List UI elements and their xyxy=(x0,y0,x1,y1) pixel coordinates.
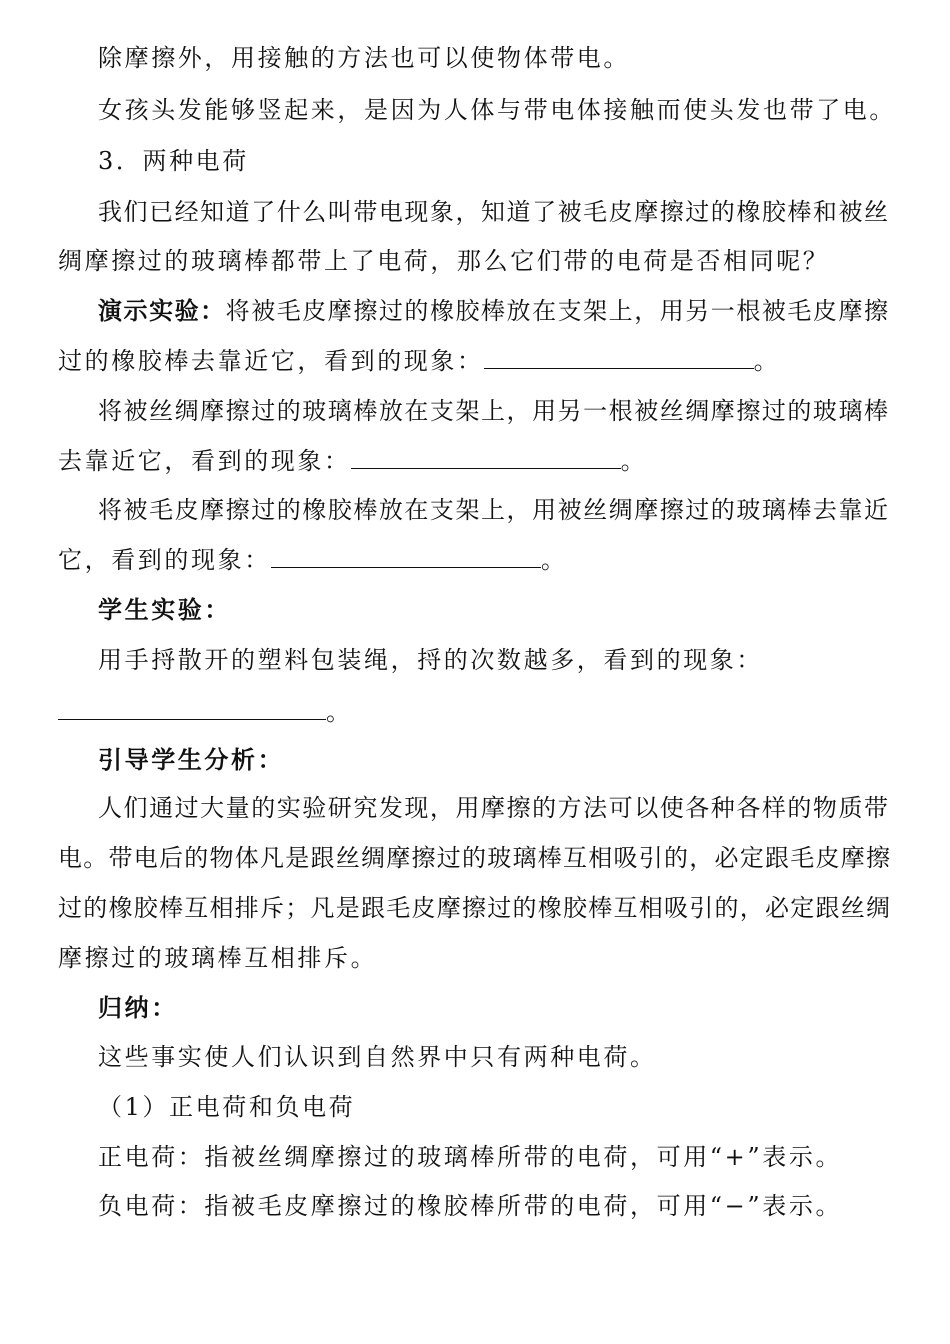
period: 。 xyxy=(540,546,568,574)
paragraph-hair-standing: 女孩头发能够竖起来，是因为人体与带电体接触而使头发也带了电。 xyxy=(98,96,896,124)
summary-line-1: 这些事实使人们认识到自然界中只有两种电荷。 xyxy=(98,1043,657,1071)
demo2-line-1: 将被丝绸摩擦过的玻璃棒放在支架上，用另一根被丝绸摩擦过的玻璃棒 xyxy=(98,397,888,425)
section-heading-two-charges: 3．两种电荷 xyxy=(98,147,249,175)
demo3-line-1: 将被毛皮摩擦过的橡胶棒放在支架上，用被丝绸摩擦过的玻璃棒去靠近 xyxy=(98,496,888,524)
guide-line-4: 摩擦过的玻璃棒互相排斥。 xyxy=(58,944,378,972)
guide-line-2: 电。带电后的物体凡是跟丝绸摩擦过的玻璃棒互相吸引的，必定跟毛皮摩擦 xyxy=(58,844,890,872)
guide-line-3: 过的橡胶棒互相排斥；凡是跟毛皮摩擦过的橡胶棒互相吸引的，必定跟丝绸 xyxy=(58,894,890,922)
student-experiment-line-1: 用手捋散开的塑料包装绳，捋的次数越多，看到的现象： xyxy=(98,646,763,674)
paragraph-intro-line-2: 绸摩擦过的玻璃棒都带上了电荷，那么它们带的电荷是否相同呢？ xyxy=(58,247,830,275)
guide-analysis-title: 引导学生分析： xyxy=(98,745,285,774)
answer-blank-rubber-rubber[interactable] xyxy=(484,344,754,369)
period: 。 xyxy=(326,698,353,726)
student-experiment-title: 学生实验： xyxy=(98,595,231,624)
paragraph-contact-charging: 除摩擦外，用接触的方法也可以使物体带电。 xyxy=(98,44,630,72)
answer-blank-rubber-glass[interactable] xyxy=(271,543,541,568)
demo-experiment-text: 将被毛皮摩擦过的橡胶棒放在支架上，用另一根被毛皮摩擦 xyxy=(225,297,889,325)
answer-blank-glass-glass[interactable] xyxy=(351,444,621,469)
student-experiment-line-2 xyxy=(58,695,353,729)
answer-blank-plastic-rope[interactable] xyxy=(58,695,326,720)
positive-charge-definition: 正电荷：指被丝绸摩擦过的玻璃棒所带的电荷，可用“+”表示。 xyxy=(98,1143,843,1171)
demo2-line-2 xyxy=(58,444,647,478)
negative-charge-definition: 负电荷：指被毛皮摩擦过的橡胶棒所带的电荷，可用“−”表示。 xyxy=(98,1192,843,1220)
demo-experiment-question: 过的橡胶棒去靠近它，看到的现象： xyxy=(58,347,484,375)
period: 。 xyxy=(620,447,648,475)
demo2-question: 去靠近它，看到的现象： xyxy=(58,447,351,475)
demo-experiment-title: 演示实验： xyxy=(98,296,226,325)
demo3-line-2 xyxy=(58,543,567,577)
period: 。 xyxy=(753,347,781,375)
paragraph-intro-line-1: 我们已经知道了什么叫带电现象，知道了被毛皮摩擦过的橡胶棒和被丝 xyxy=(98,198,888,226)
guide-line-1: 人们通过大量的实验研究发现，用摩擦的方法可以使各种各样的物质带 xyxy=(98,794,888,822)
demo-experiment-line-1 xyxy=(98,294,888,328)
summary-title: 归纳： xyxy=(98,993,178,1022)
demo-experiment-line-2 xyxy=(58,344,780,378)
demo3-question: 它，看到的现象： xyxy=(58,546,271,574)
subheading-positive-negative: （1）正电荷和负电荷 xyxy=(98,1093,356,1121)
